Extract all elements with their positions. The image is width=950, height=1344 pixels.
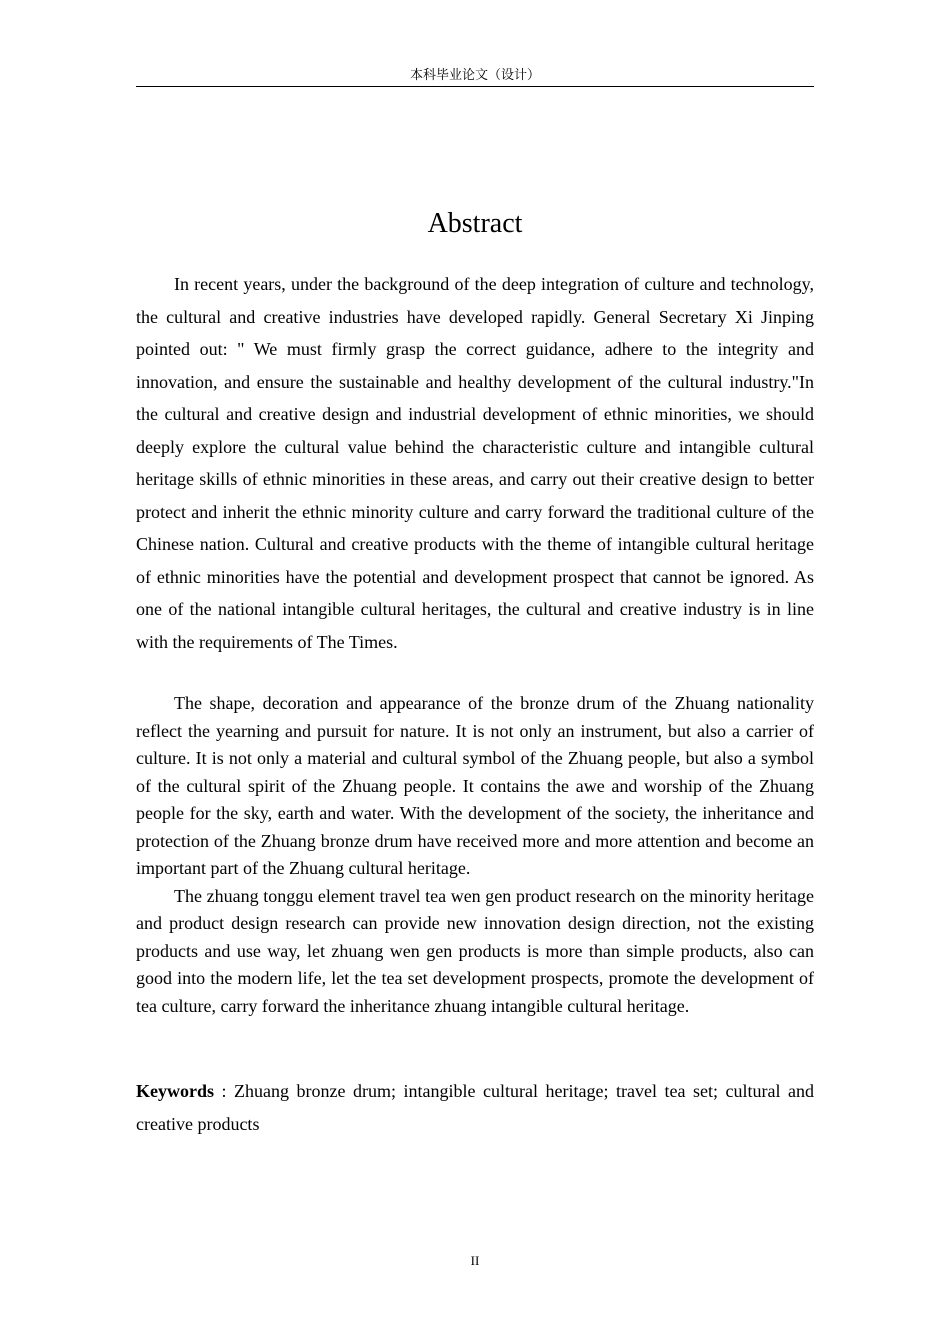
abstract-paragraph-1: In recent years, under the background of the deep integration of culture and technology, the cultural and creative industries have developed rapidly. General Secretary Xi Jinping pointed out: " We must firmly grasp the correct guidance, adhere to the integrity and innovation, and ensure the sustainable and healthy development of the cultural industry."In the cultural and creative design and industrial development of ethnic minorities, we should deeply explore the cultural value behind the characteristic culture and intangible cultural heritage skills of ethnic minorities in these areas, and carry out their creative design to better protect and inherit the ethnic minority culture and carry forward the traditional culture of the Chinese nation. Cultural and creative products with the theme of intangible cultural heritage of ethnic minorities have the potential and development prospect that cannot be ignored. As one of the national intangible cultural heritages, the cultural and creative industry is in line with the requirements of The Times. (136, 274, 814, 652)
abstract-title: Abstract (427, 208, 523, 239)
abstract-paragraph-3: The zhuang tonggu element travel tea wen gen product research on the minority heritage and product design research can provide new innovation design direction, not the existing products and use way, let zhuang wen gen products is more than simple products, also can good into the modern life, let the tea set development prospects, promote the development of tea culture, carry forward the inheritance zhuang intangible cultural heritage. (136, 885, 814, 1016)
keywords-block (136, 1075, 814, 1140)
abstract-body-part-1 (136, 268, 814, 658)
keywords-line (136, 1075, 814, 1140)
keywords-label: Keywords (136, 1081, 214, 1101)
keywords-separator: : (214, 1081, 235, 1101)
page-number: II (470, 1253, 480, 1268)
running-header: 本科毕业论文（设计） (136, 66, 814, 87)
abstract-body-part-2 (136, 690, 814, 1020)
keywords-text: Zhuang bronze drum; intangible cultural heritage; travel tea set; cultural and creative products (136, 1081, 814, 1134)
abstract-paragraph-2: The shape, decoration and appearance of the bronze drum of the Zhuang nationality reflect the yearning and pursuit for nature. It is not only an instrument, but also a carrier of culture. It is not only a material and cultural symbol of the Zhuang people, but also a symbol of the cultural spirit of the Zhuang people. It contains the awe and worship of the Zhuang people for the sky, earth and water. With the development of the society, the inheritance and protection of the Zhuang bronze drum have received more and more attention and become an important part of the Zhuang cultural heritage. (136, 693, 814, 878)
